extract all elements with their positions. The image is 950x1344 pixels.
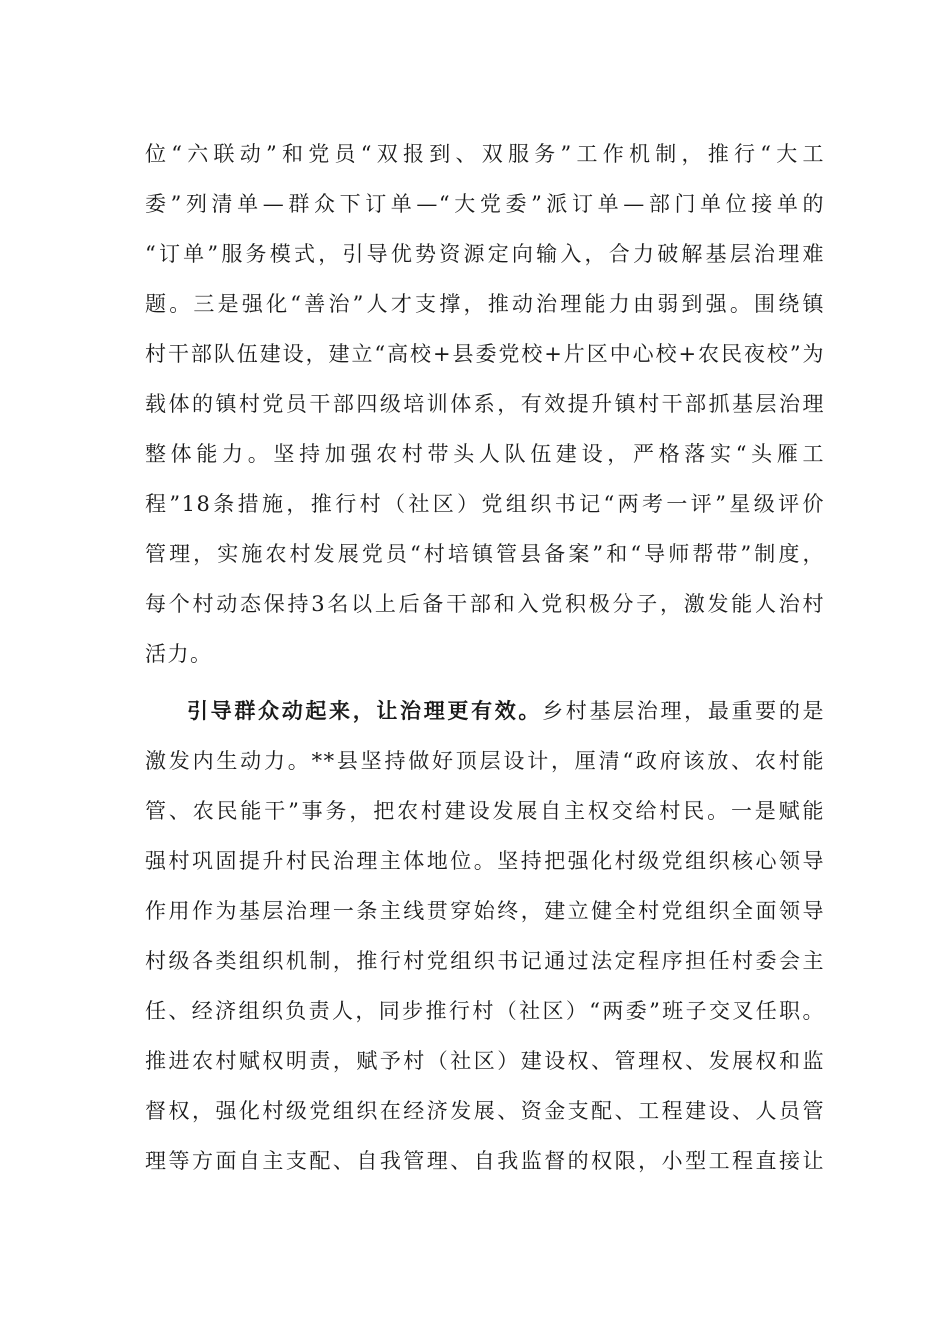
paragraph-line: “订单”服务模式，引导优势资源定向输入，合力破解基层治理难 (145, 242, 825, 266)
paragraph-line: 每个村动态保持3名以上后备干部和入党积极分子，激发能人治村 (145, 592, 825, 616)
paragraph-line: 理等方面自主支配、自我管理、自我监督的权限，小型工程直接让 (145, 1149, 825, 1173)
paragraph-line: 题。三是强化“善治”人才支撑，推动治理能力由弱到强。围绕镇 (145, 292, 825, 316)
paragraph-heading: 引导群众动起来，让治理更有效。 (187, 698, 543, 723)
paragraph-line: 强村巩固提升村民治理主体地位。坚持把强化村级党组织核心领导 (145, 849, 825, 873)
paragraph-line: 推进农村赋权明责，赋予村（社区）建设权、管理权、发展权和监 (145, 1049, 825, 1073)
paragraph-line: 管、农民能干”事务，把农村建设发展自主权交给村民。一是赋能 (145, 799, 825, 823)
paragraph-line: 管理，实施农村发展党员“村培镇管县备案”和“导师帮带”制度， (145, 542, 825, 566)
paragraph-line: 委”列清单—群众下订单—“大党委”派订单—部门单位接单的 (145, 192, 825, 216)
paragraph-line: 位“六联动”和党员“双报到、双服务”工作机制，推行“大工 (145, 142, 825, 166)
paragraph-line: 作用作为基层治理一条主线贯穿始终，建立健全村党组织全面领导 (145, 899, 825, 923)
paragraph-line: 任、经济组织负责人，同步推行村（社区）“两委”班子交叉任职。 (145, 999, 825, 1023)
paragraph-line: 整体能力。坚持加强农村带头人队伍建设，严格落实“头雁工 (145, 442, 825, 466)
paragraph-line: 村级各类组织机制，推行村党组织书记通过法定程序担任村委会主 (145, 949, 825, 973)
paragraph-line: 督权，强化村级党组织在经济发展、资金支配、工程建设、人员管 (145, 1099, 825, 1123)
paragraph-line: 载体的镇村党员干部四级培训体系，有效提升镇村干部抓基层治理 (145, 392, 825, 416)
paragraph-first-line-text: 乡村基层治理，最重要的是 (542, 699, 826, 723)
paragraph-line: 程”18条措施，推行村（社区）党组织书记“两考一评”星级评价 (145, 492, 825, 516)
paragraph-1 (145, 129, 825, 679)
paragraph-first-line (145, 686, 825, 736)
paragraph-line: 激发内生动力。**县坚持做好顶层设计，厘清“政府该放、农村能 (145, 749, 825, 773)
paragraph-line: 村干部队伍建设，建立“高校+县委党校+片区中心校+农民夜校”为 (145, 342, 825, 366)
paragraph-line: 活力。 (145, 642, 213, 666)
paragraph-2 (145, 686, 825, 1186)
